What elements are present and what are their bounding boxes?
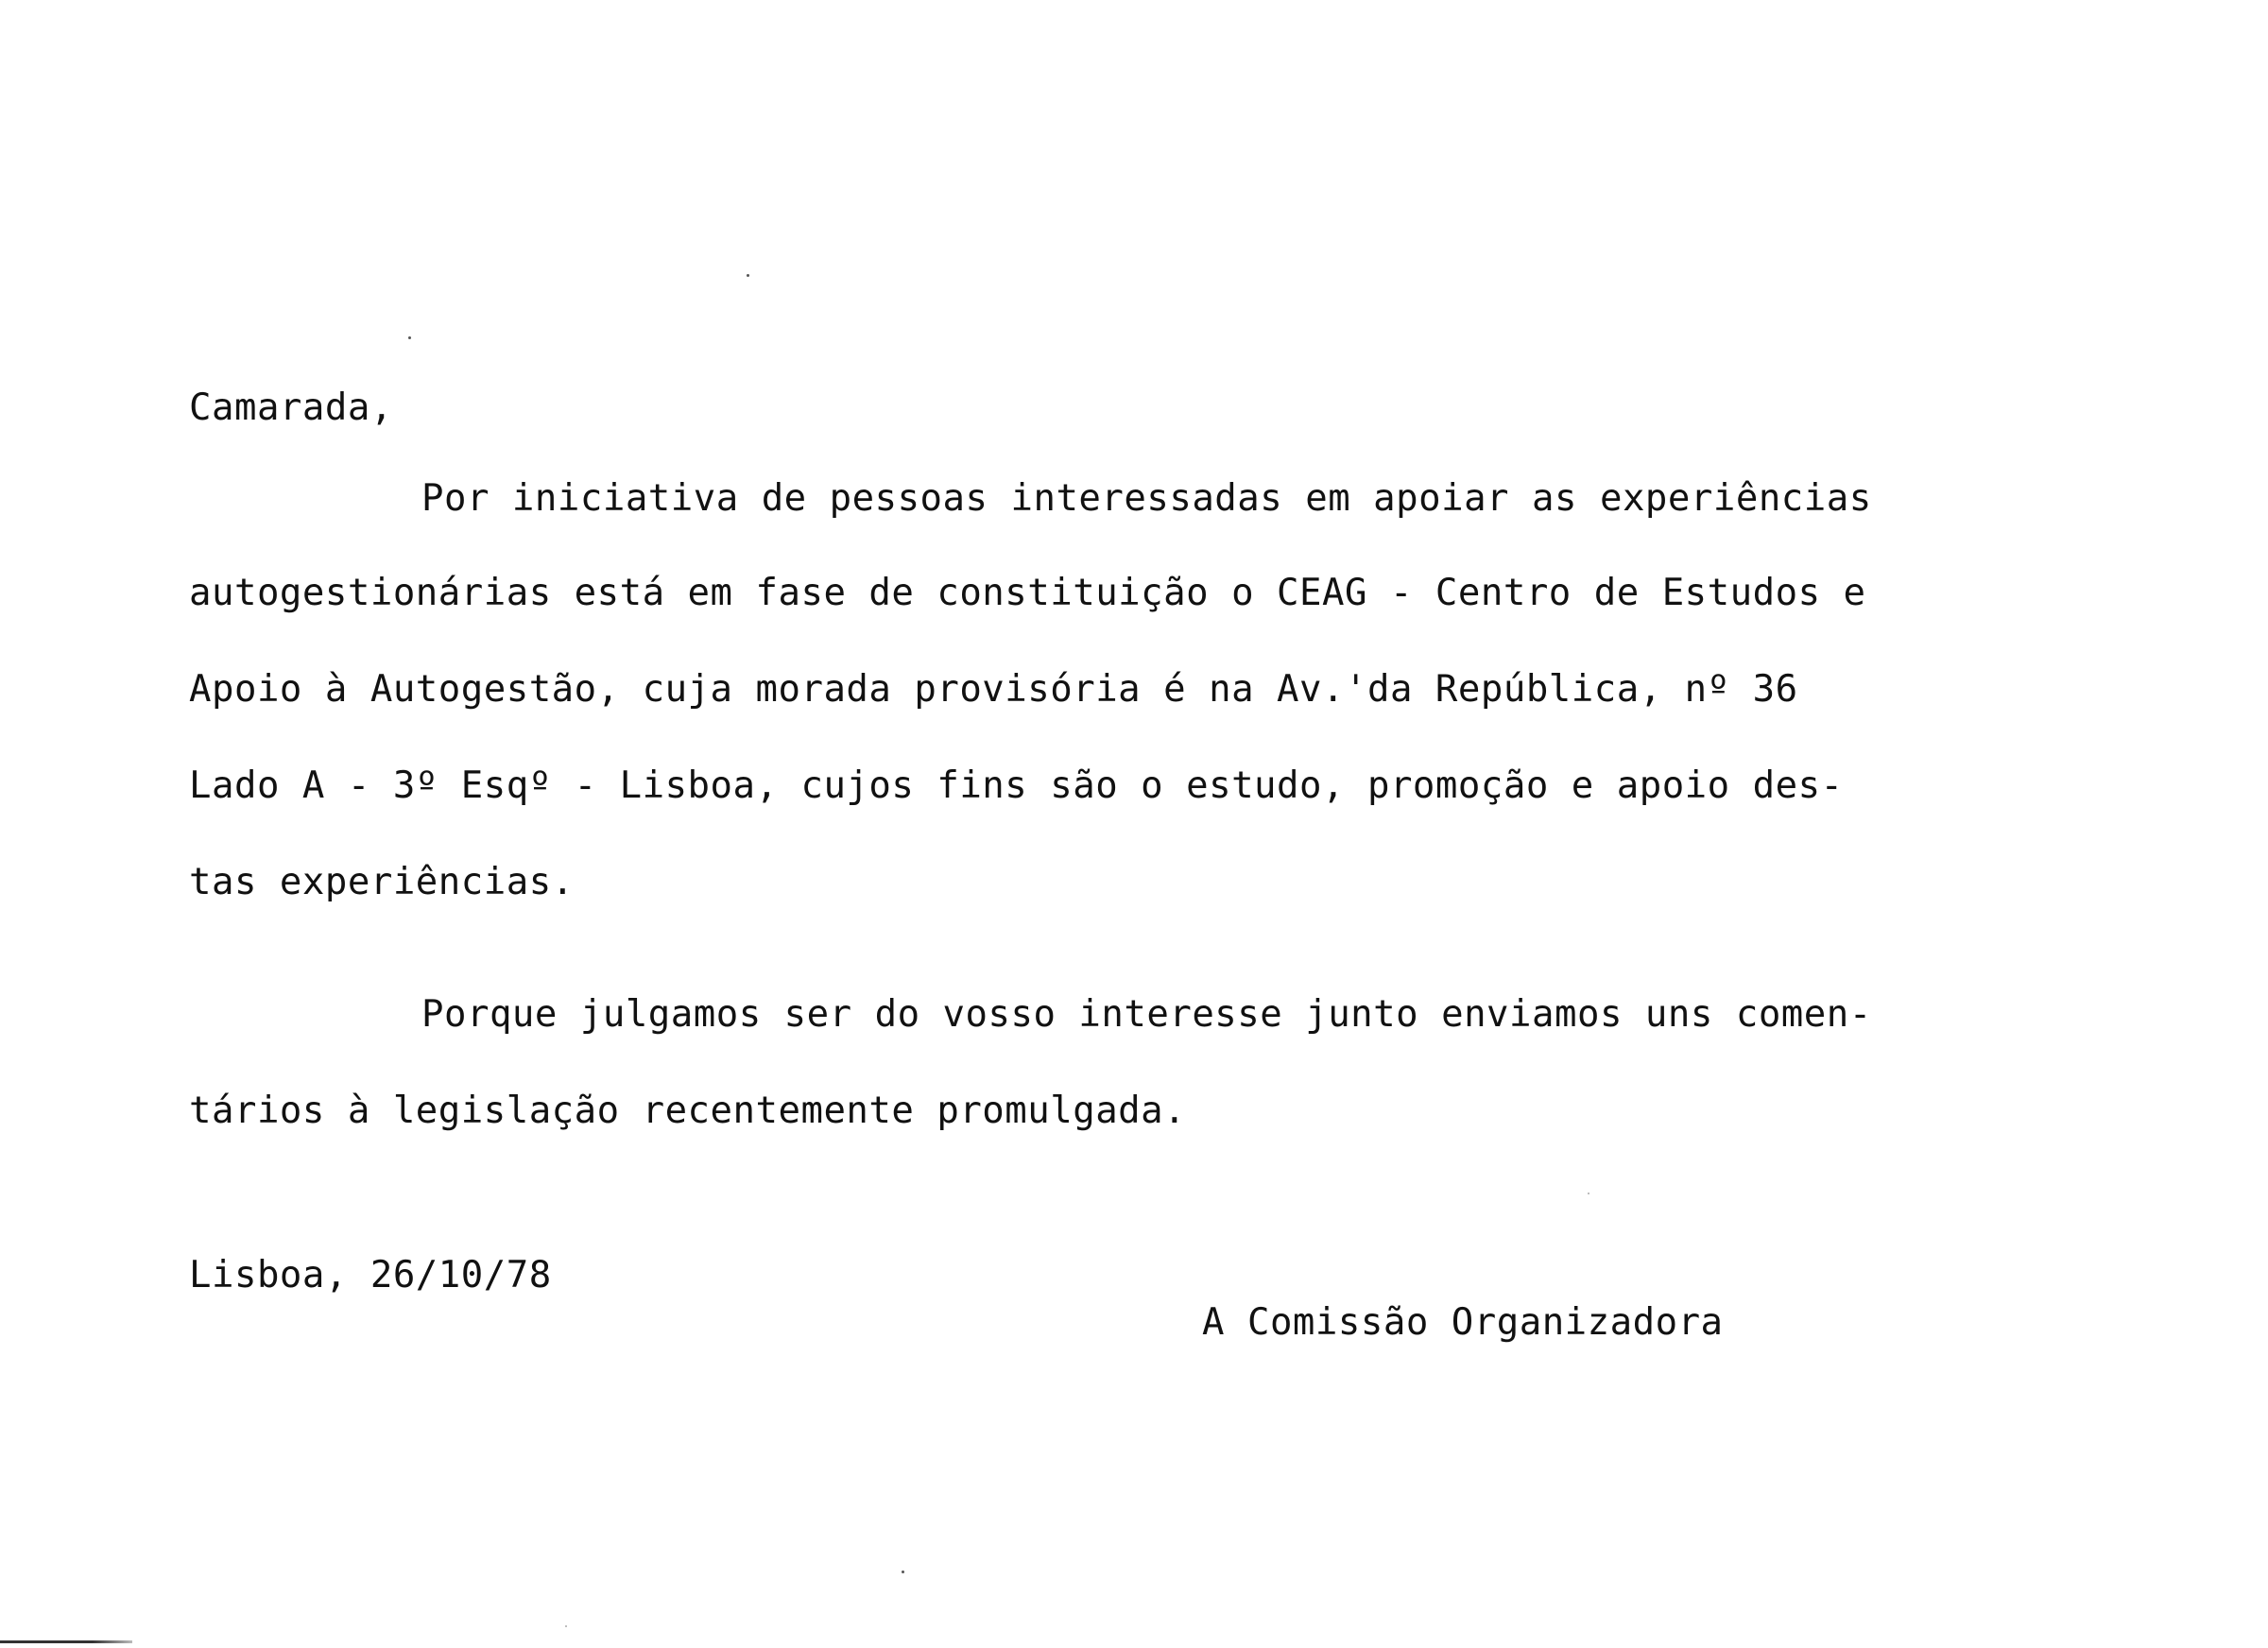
paragraph-1-line-2: autogestionárias está em fase de constituição o CEAG - Centro de Estudos e — [189, 572, 1866, 614]
scan-edge-mark — [0, 1640, 132, 1643]
paragraph-1-line-3: Apoio à Autogestão, cuja morada provisória é na Av.'da República, nº 36 — [189, 668, 1798, 711]
paper-speck — [902, 1571, 904, 1573]
paper-speck — [747, 274, 749, 277]
paragraph-2-line-1: Porque julgamos ser do vosso interesse junto enviamos uns comen- — [421, 993, 1872, 1036]
paragraph-1-line-4: Lado A - 3º Esqº - Lisboa, cujos fins são o estudo, promoção e apoio des- — [189, 764, 1844, 807]
signature: A Comissão Organizadora — [1202, 1301, 1724, 1344]
paragraph-1-line-5: tas experiências. — [189, 861, 575, 903]
greeting: Camarada, — [189, 386, 393, 429]
place-and-date: Lisboa, 26/10/78 — [189, 1254, 552, 1296]
paper-speck — [408, 336, 411, 339]
paper-speck — [1588, 1193, 1589, 1194]
paragraph-2-line-2: tários à legislação recentemente promulgada. — [189, 1090, 1187, 1132]
paper-speck — [565, 1625, 567, 1627]
paragraph-1-line-1: Por iniciativa de pessoas interessadas em apoiar as experiências — [421, 477, 1872, 520]
